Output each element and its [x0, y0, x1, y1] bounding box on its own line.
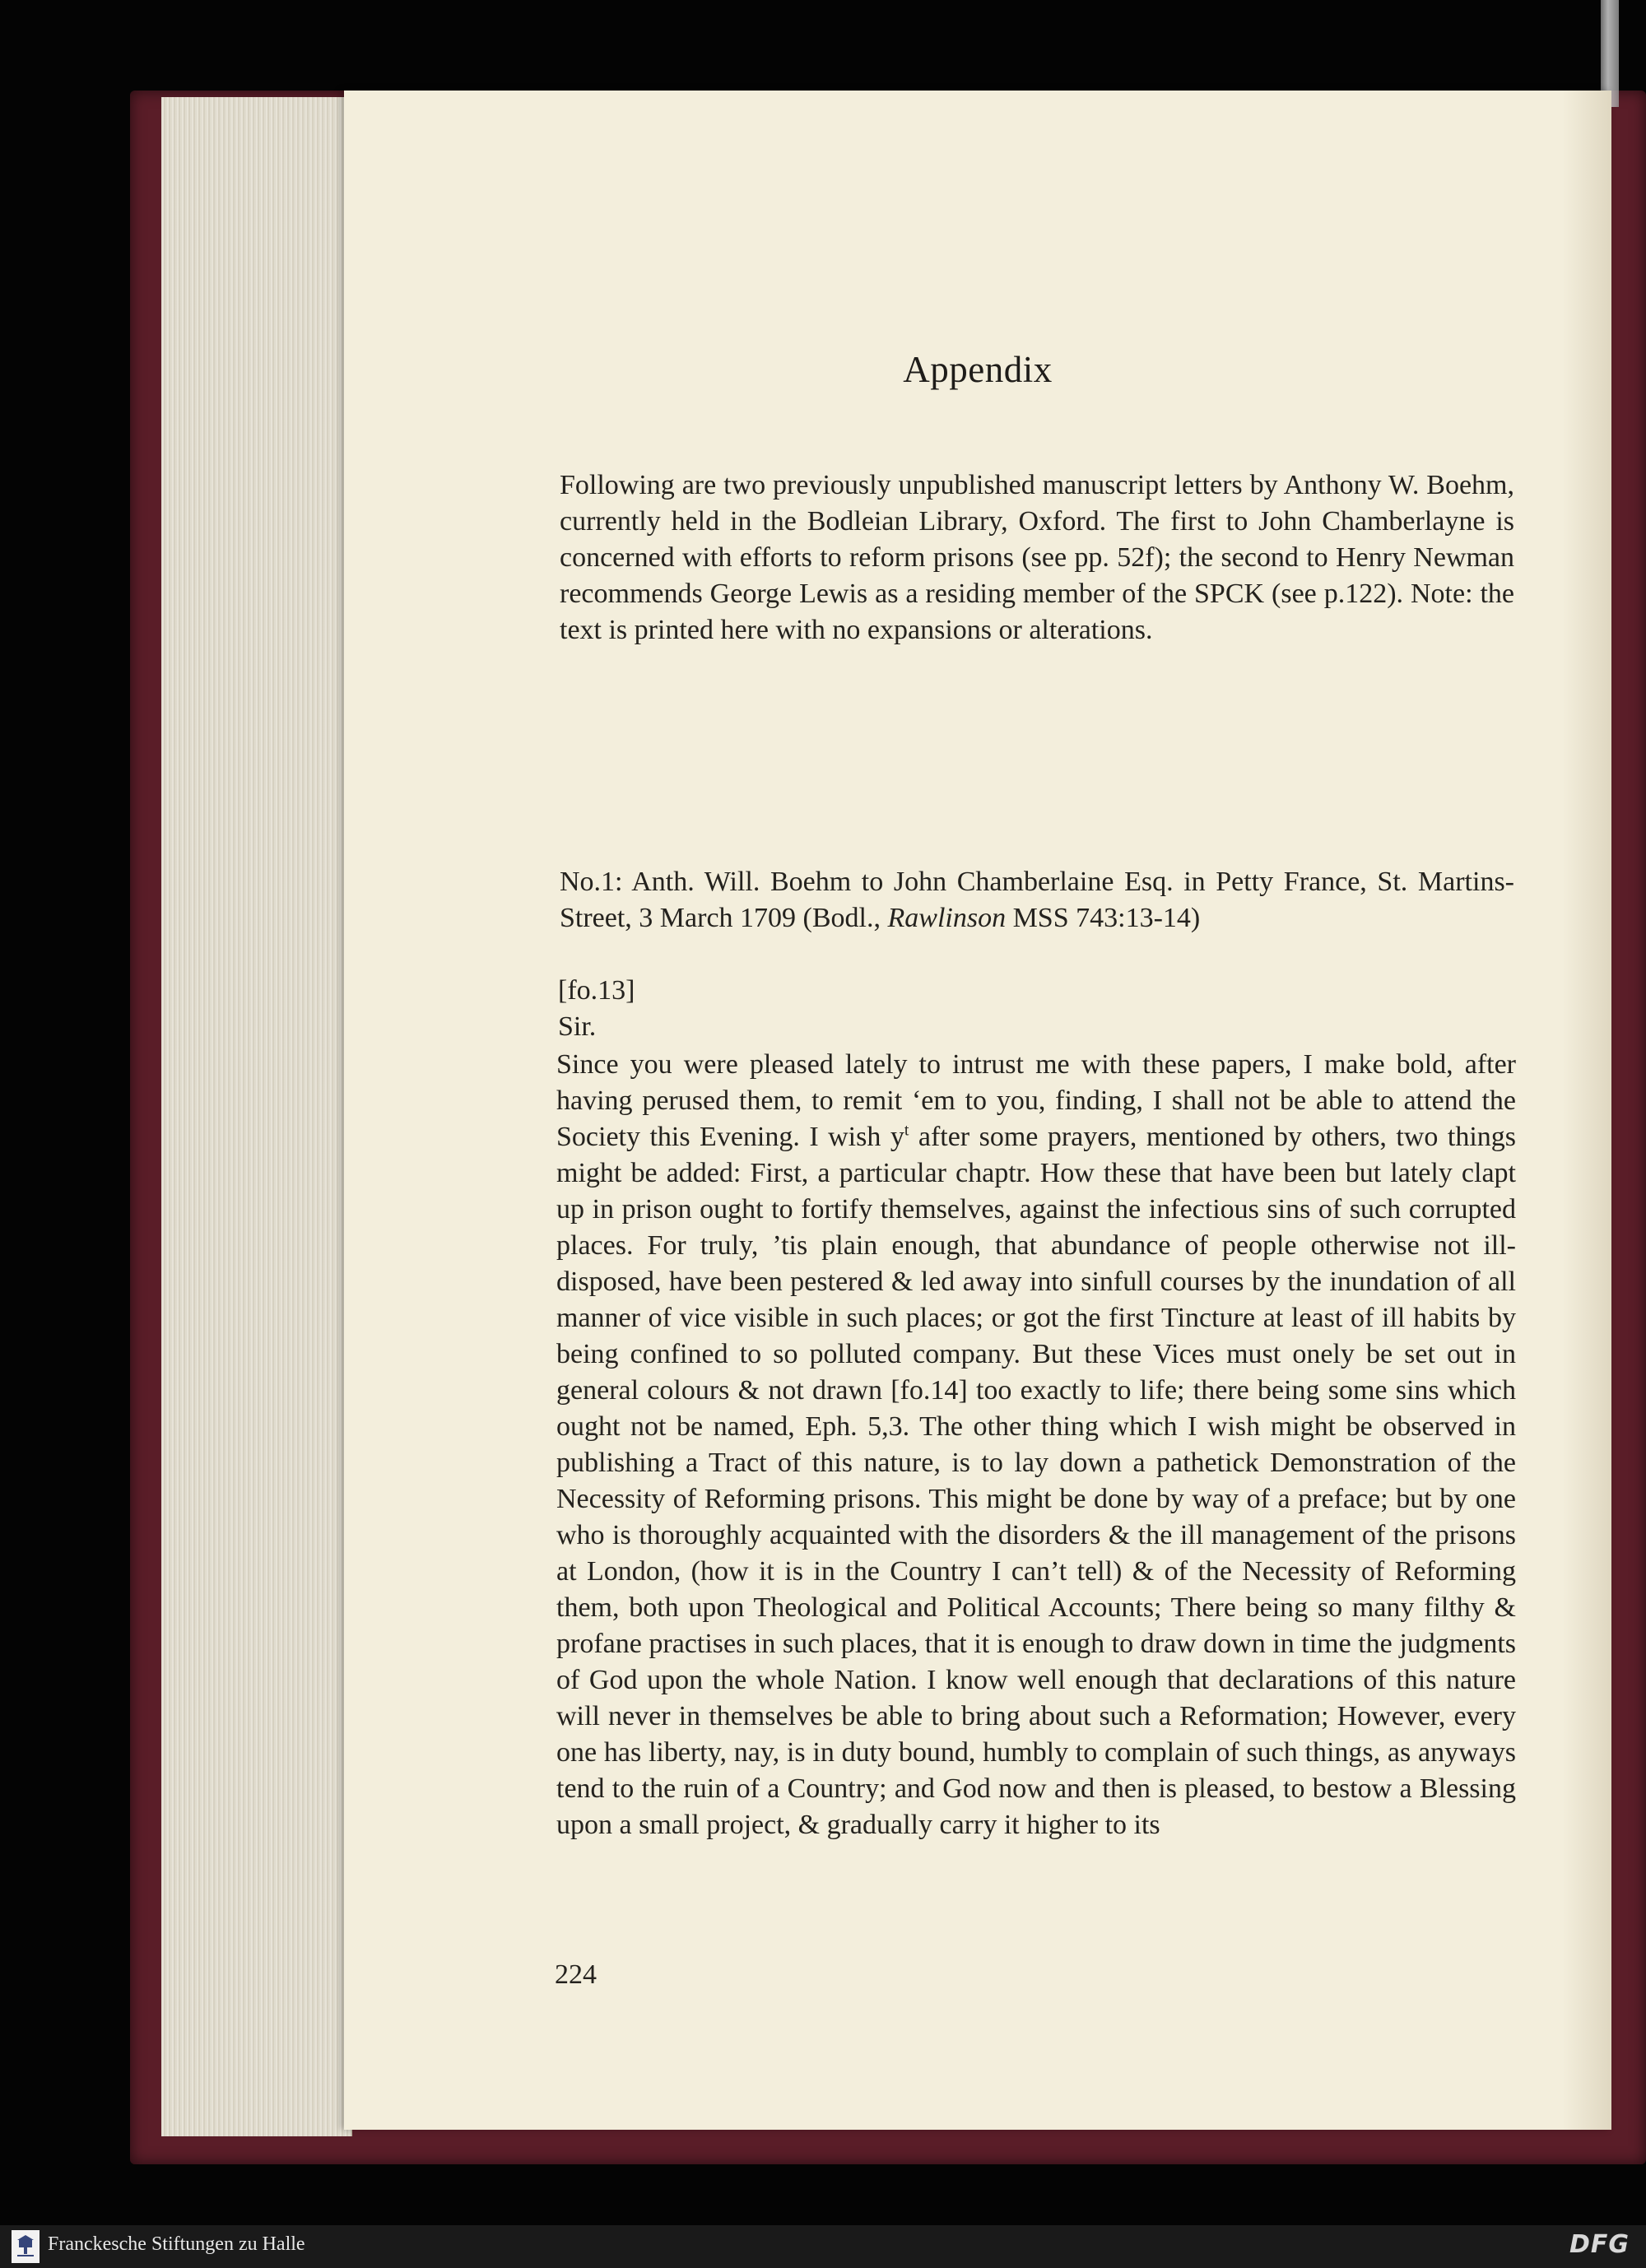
letter-heading-italic: Rawlinson: [887, 903, 1007, 933]
dfg-logo: DFG: [1569, 2230, 1630, 2259]
folio-marker: [fo.13]: [558, 975, 635, 1006]
letter-body-text: Since you were pleased lately to intrust me with these papers, I make bold, after having perused them, to remit ‘em to you, finding, I shall not be able to attend the Society this Evening. I wish y: [556, 1049, 1516, 1152]
superscript: t: [904, 1121, 909, 1140]
book-page: [344, 91, 1611, 2130]
letter-heading: [560, 864, 1514, 936]
institution-name: Franckesche Stiftungen zu Halle: [48, 2233, 305, 2255]
letter-body-text-cont: after some prayers, mentioned by others, two things might be added: First, a particular chaptr. How these that have been but lately clapt up in prison ought to fortify themselves, against the infectious sins of such corrupted places. For truly, ’tis plain enough, that abundance of people otherwise not ill-disposed, have been pestered & led away into sinfull courses by the inundation of all manner of vice visible in such places; or got the first Tincture at least of ill habits by being confined to so polluted company. But these Vices must onely be set out in general colours & not drawn [fo.14] too exactly to life; there being some sins which ought not be named, Eph. 5,3. The other thing which I wish might be observed in publishing a Tract of this nature, is to lay down a pathetick Demonstration of the Necessity of Reforming prisons. This might be done by way of a preface; but by one who is thoroughly acquainted with the disorders & the ill management of the prisons at London, (how it is in the Country I can’t tell) & of the Necessity of Reforming them, both upon Theological and Political Accounts; There being so many filthy & profane practises in such places, that it is enough to draw down in time the judgments of God upon the whole Nation. I know well enough that declarations of this nature will never in themselves be able to bring about such a Reformation; However, every one has liberty, nay, is in duty bound, humbly to complain of such things, as anyways tend to the ruin of a Country; and God now and then is pleased, to bestow a Blessing upon a small project, & gradually carry it higher to its: [556, 1122, 1516, 1840]
page-title: Appendix: [903, 349, 1053, 390]
intro-paragraph: Following are two previously unpublished manuscript letters by Anthony W. Boehm, currently held in the Bodleian Library, Oxford. The first to John Chamberlayne is concerned with efforts to reform prisons (see pp. 52f); the second to Henry Newman recommends George Lewis as a residing member of the SPCK (see p.122). Note: the text is printed here with no expansions or alterations.: [560, 470, 1514, 645]
letter-heading-text-end: MSS 743:13-14): [1006, 903, 1201, 933]
francke-foundation-logo-icon: [12, 2230, 40, 2263]
letter-body: [556, 1047, 1516, 1843]
letter-heading-text: No.1: Anth. Will. Boehm to John Chamberlaine Esq. in Petty France, St. Martins-Street, 3 March 1709 (Bodl.,: [560, 867, 1514, 933]
spine-shadow: [1562, 91, 1611, 2130]
salutation: Sir.: [558, 1011, 597, 1042]
page-block-edges: [161, 97, 352, 2136]
page-number: 224: [555, 1959, 597, 1990]
